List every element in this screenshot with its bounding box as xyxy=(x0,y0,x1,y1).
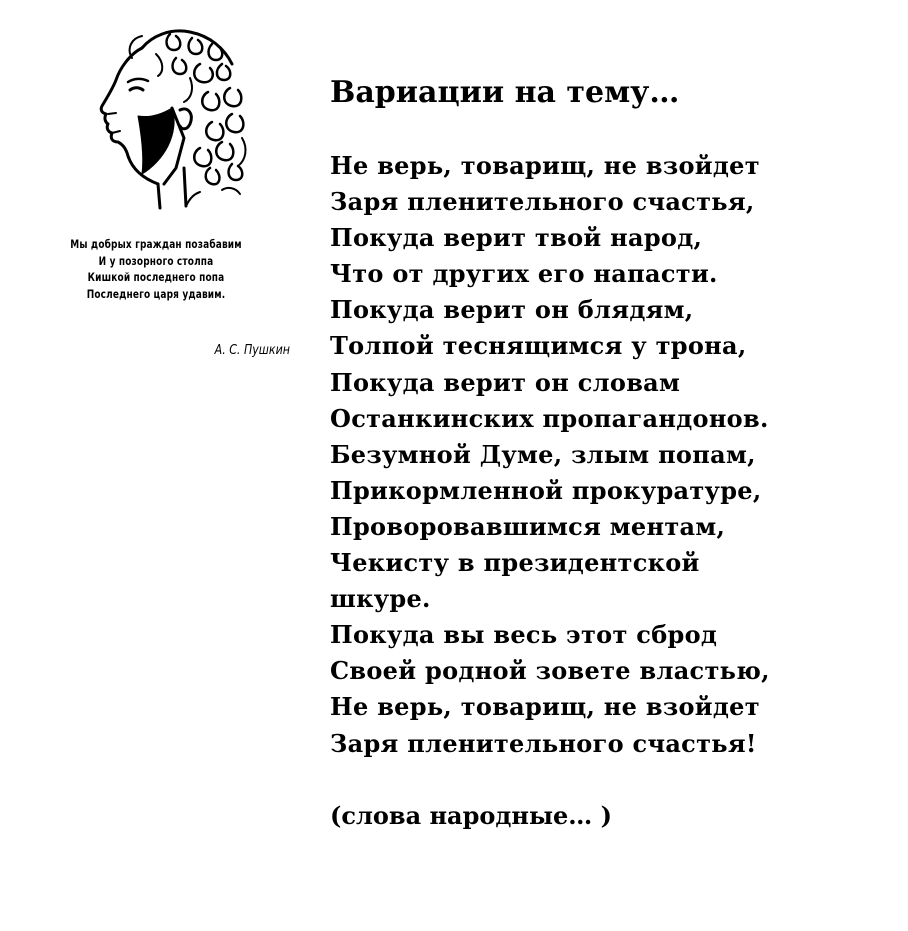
poem-line: Не верь, товарищ, не взойдет xyxy=(330,151,760,180)
poem-line: шкуре. xyxy=(330,584,431,614)
poem-body xyxy=(330,148,770,762)
poem-title: Вариации на тему… xyxy=(330,75,680,110)
poem-line: Чекисту в президентской xyxy=(330,548,700,578)
epigraph-line: Мы добрых граждан позабавим xyxy=(70,237,242,251)
epigraph xyxy=(45,236,267,302)
poem-line: Покуда верит он словам xyxy=(330,367,681,397)
poem-line: Заря пленительного счастья, xyxy=(330,187,755,217)
poem-line: Толпой теснящимся у трона, xyxy=(330,331,747,361)
epigraph-line: И у позорного столпа xyxy=(98,253,214,268)
poem-footer: (слова народные… ) xyxy=(330,801,612,830)
epigraph-line: Последнего царя удавим. xyxy=(86,286,226,301)
poem-line: Своей родной зовете властью, xyxy=(330,656,770,686)
poem-line: Что от других его напасти. xyxy=(330,259,718,289)
poem-line: Прикормленной прокуратуре, xyxy=(330,475,762,505)
epigraph-line: Кишкой последнего попа xyxy=(87,270,225,284)
poem-line: Заря пленительного счастья! xyxy=(330,728,757,758)
poem-line: Безумной Думе, злым попам, xyxy=(330,439,756,469)
poem-line: Не верь, товарищ, не взойдет xyxy=(330,692,760,722)
poem-line: Проворовавшимся ментам, xyxy=(330,511,726,541)
poem-line: Покуда вы весь этот сброд xyxy=(330,620,718,650)
poem-line: Останкинских пропагандонов. xyxy=(330,403,769,433)
pushkin-portrait-icon xyxy=(72,18,262,218)
poem-line: Покуда верит твой народ, xyxy=(330,223,703,253)
portrait-sketch xyxy=(72,18,262,218)
poem-line: Покуда верит он блядям, xyxy=(330,295,694,325)
epigraph-author: А. С. Пушкин xyxy=(214,343,290,358)
